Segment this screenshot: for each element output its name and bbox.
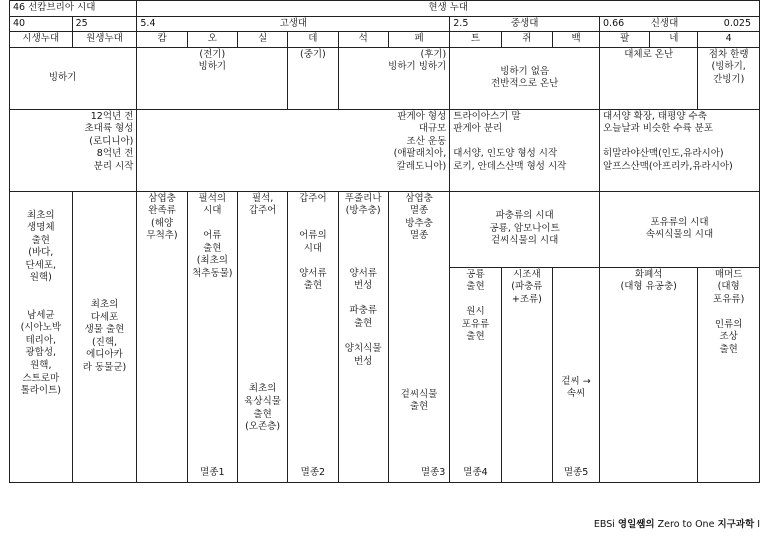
- extinction-5: 멸종5: [563, 467, 589, 479]
- glacier-cenozoic-warm: 대체로 온난: [600, 47, 698, 109]
- glacier-mesozoic: 빙하기 없음 전반적으로 온난: [450, 47, 600, 109]
- extinction-3: 멸종3: [420, 467, 446, 479]
- glacier-late-paleozoic: (후기) 빙하기 빙하기: [338, 47, 450, 109]
- precambrian-label: 46 선캄브리아 시대: [10, 1, 137, 17]
- period-archean: 시생누대: [10, 32, 73, 48]
- tectonics-mesozoic: 트라이아스기 말 판게아 분리 대서양, 인도양 형성 시작 로키, 안데스산맥 형성 시작: [450, 109, 600, 191]
- glacier-middle-paleozoic: (중기): [288, 47, 338, 109]
- paleozoic-era: 5.4 고생대: [137, 16, 450, 32]
- extinction-1: 멸종1: [200, 467, 225, 479]
- gymnosperm-appear: 겉씨식물 출현: [400, 388, 438, 413]
- period-carboniferous: 석: [338, 32, 388, 48]
- life-proterozoic: 최초의 다세포 생물 출현 (진핵, 에디아카 라 동물군): [72, 191, 137, 482]
- glacier-precambrian: 빙하기: [10, 47, 137, 109]
- period-permian: 페: [388, 32, 449, 48]
- mesozoic-life-summary: 파충류의 시대 공룡, 암모나이트 겉씨식물의 시대: [450, 191, 600, 267]
- life-devonian: 갑주어 어류의 시대 양서류 출현 멸종2: [288, 191, 338, 482]
- row-tectonics: [10, 109, 760, 191]
- period-cretaceous: 백: [553, 32, 600, 48]
- age-40: 40: [10, 16, 73, 32]
- life-carboniferous: 푸줄리나 (방추충) 양서류 번성 파충류 출현 양치식물 번성: [338, 191, 388, 482]
- life-quaternary: 매머드 (대형 포유류) 인류의 조상 출현: [698, 267, 760, 482]
- period-silurian: 실: [237, 32, 287, 48]
- life-paleogene-neogene: 화폐석 (대형 유공충): [600, 267, 698, 482]
- life-permian: 삼엽충 멸종 방추충 멸종 겉씨식물 출현 멸종3: [388, 191, 449, 482]
- glacier-early-paleozoic: (전기) 빙하기: [137, 47, 288, 109]
- period-cambrian: 캄: [137, 32, 187, 48]
- period-quaternary: 4: [698, 32, 760, 48]
- life-jurassic: 시조새 (파충류 +조류): [501, 267, 552, 482]
- life-triassic: 공룡 출현 원시 포유류 출현 멸종4: [450, 267, 501, 482]
- period-triassic: 트: [450, 32, 501, 48]
- period-proterozoic: 원생누대: [72, 32, 137, 48]
- mesozoic-era: 2.5 중생대: [450, 16, 600, 32]
- extinction-2: 멸종2: [300, 467, 326, 479]
- glacier-cenozoic-cold: 점차 한랭 (빙하기, 간빙기): [698, 47, 760, 109]
- period-paleogene: 팔: [600, 32, 650, 48]
- timescale-table: [9, 0, 760, 483]
- tectonics-proterozoic: 12억년 전 초대륙 형성 (로디니아) 8억년 전 분리 시작: [10, 109, 137, 191]
- life-archean: 최초의 생명체 출현 (바다, 단세포, 원핵) 남세균 (시아노박 테리아, 광합성, 원핵, 스트로마 톨라이트): [10, 191, 73, 482]
- period-ordovician: 오: [187, 32, 237, 48]
- period-jurassic: 쥐: [501, 32, 552, 48]
- phanerozoic-label: 현생 누대: [137, 1, 760, 17]
- row-eon: [10, 1, 760, 17]
- life-ordovician: 필석의 시대 어류 출현 (최초의 척추동물) 멸종1: [187, 191, 237, 482]
- cenozoic-era: 0.66 신생대 0.025: [600, 16, 760, 32]
- cenozoic-life-summary: 포유류의 시대 속씨식물의 시대: [600, 191, 760, 267]
- extinction-4: 멸종4: [463, 467, 488, 479]
- footer-credit: EBSi 영일쌤의 Zero to One 지구과학 I: [593, 519, 760, 530]
- life-silurian: 필석, 갑주어 최초의 육상식물 출현 (오존층): [237, 191, 287, 482]
- life-cretaceous: 겉씨 → 속씨 멸종5: [553, 267, 600, 482]
- tectonics-cenozoic: 대서양 확장, 태평양 수축 오늘날과 비슷한 수륙 분포 히말라야산맥(인도,유라시아) 알프스산맥(아프리카,유라시아): [600, 109, 760, 191]
- age-25: 25: [72, 16, 137, 32]
- period-devonian: 데: [288, 32, 338, 48]
- row-period: [10, 32, 760, 48]
- period-neogene: 네: [650, 32, 698, 48]
- row-life-top: [10, 191, 760, 267]
- row-era: [10, 16, 760, 32]
- first-land-plants: 최초의 육상식물 출현 (오존층): [244, 383, 281, 433]
- tectonics-paleozoic: 판게아 형성 대규모 조산 운동 (애팔래치아, 칼레도니아): [137, 109, 450, 191]
- life-cambrian: 삼엽충 완족류 (해양 무척추): [137, 191, 187, 482]
- row-glacier: [10, 47, 760, 109]
